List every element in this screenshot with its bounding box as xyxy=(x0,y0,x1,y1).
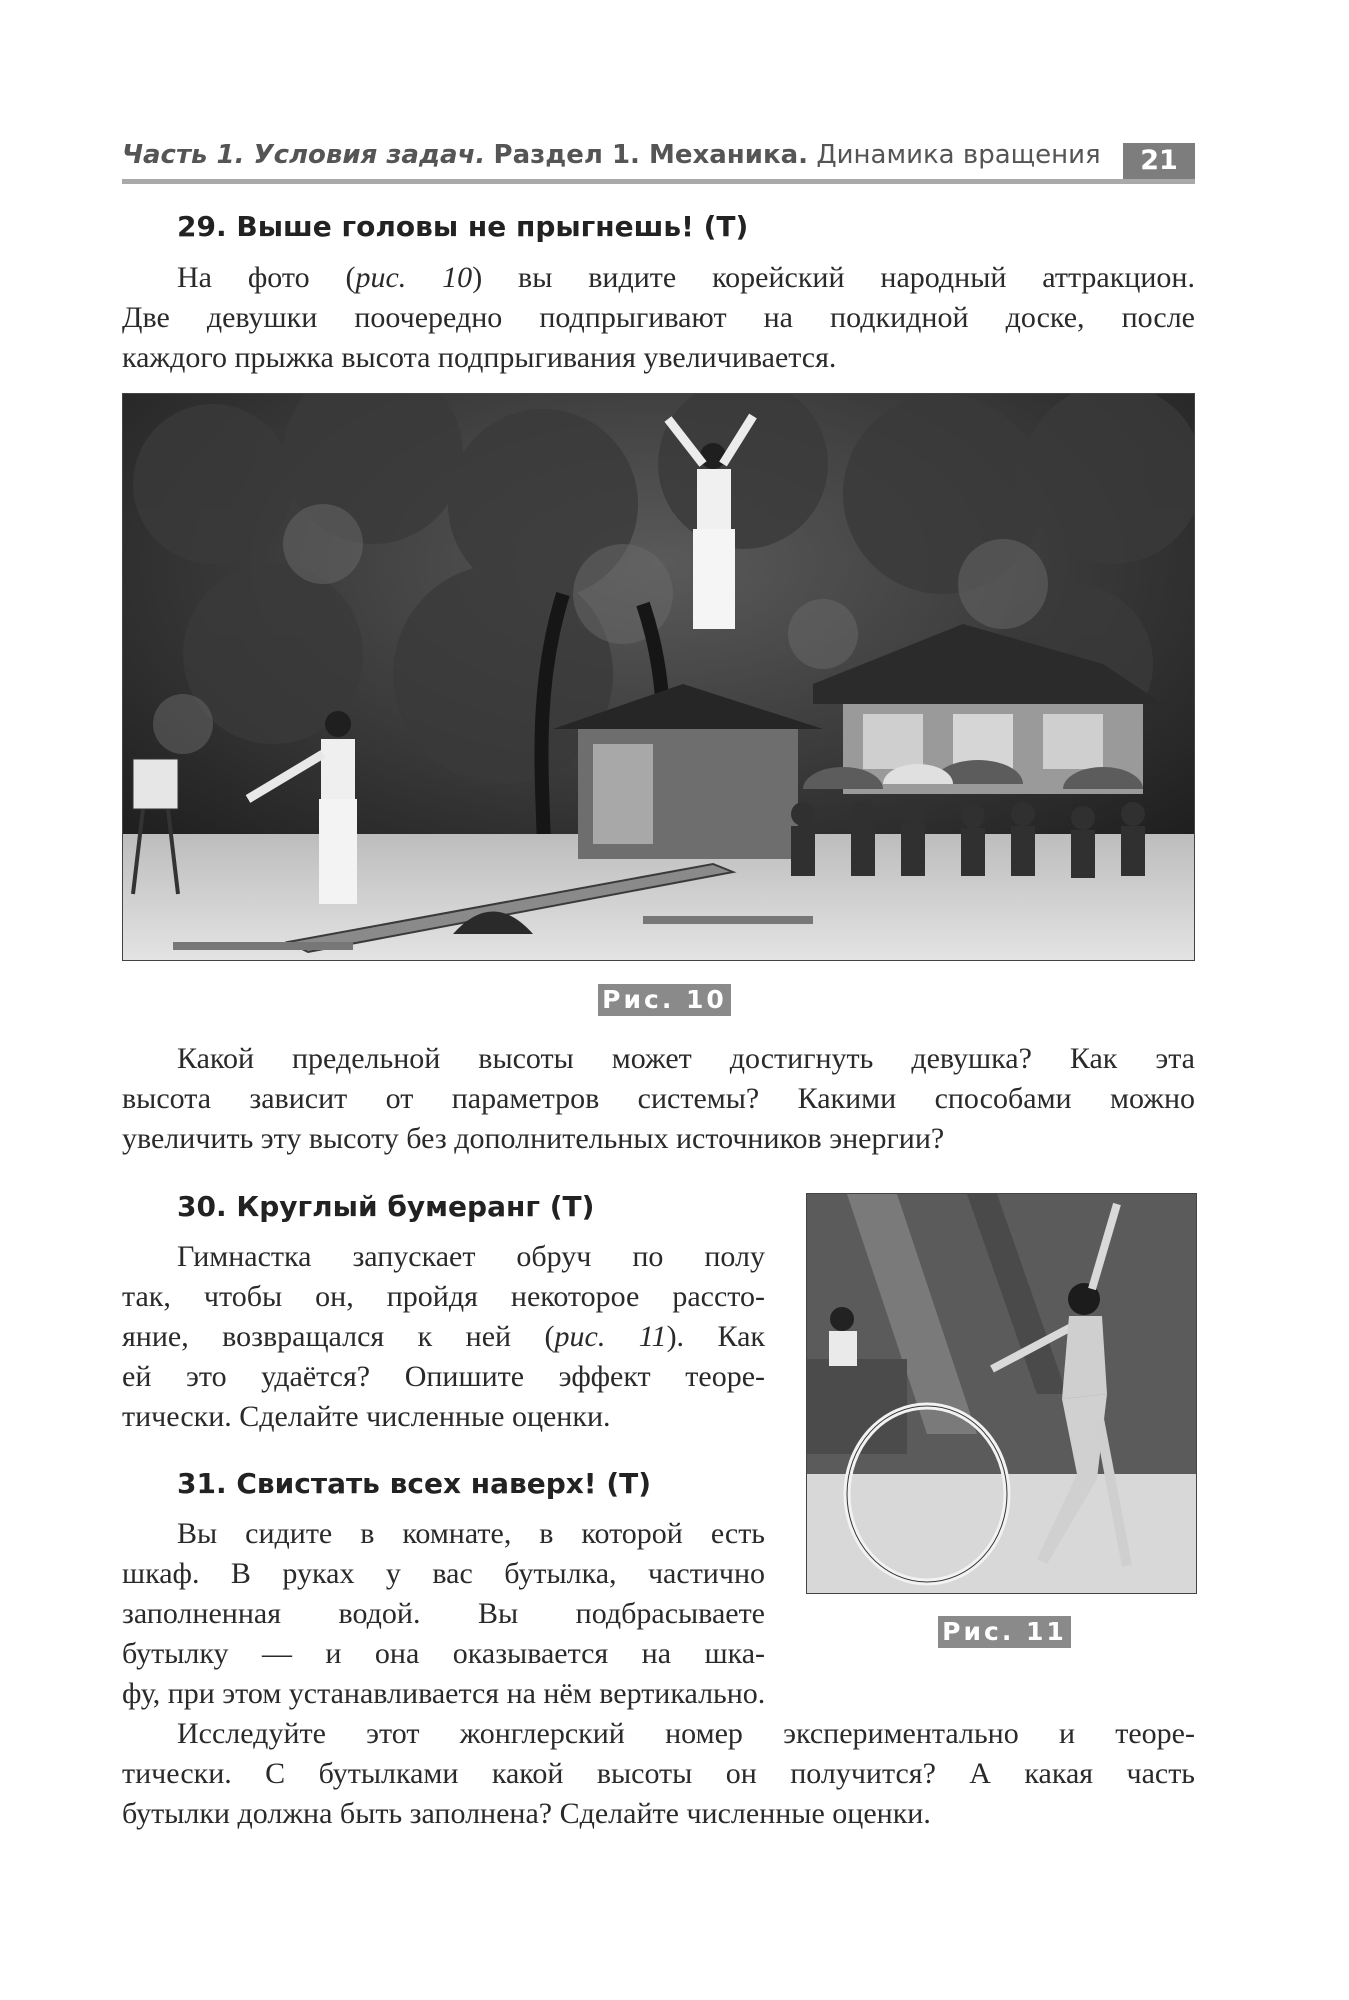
header-text xyxy=(122,140,1101,170)
figure-11-caption: Рис. 11 xyxy=(938,1616,1071,1648)
text-line: яние, возвращался к ней (рис. 11). Как xyxy=(122,1320,765,1353)
text-line: Какой предельной высоты может достигнуть девушка? Как эта xyxy=(177,1042,1195,1075)
problem-31-text xyxy=(122,1514,765,1674)
figure-10-caption: Рис. 10 xyxy=(598,984,731,1016)
text-line: Исследуйте этот жонглерский номер экспериментально и теоре- xyxy=(177,1717,1195,1750)
text-line: На фото (рис. 10) вы видите корейский народный аттракцион. xyxy=(177,261,1195,294)
text-line: фу, при этом устанавливается на нём вертикально. xyxy=(122,1677,766,1710)
text-line: высота зависит от параметров системы? Какими способами можно xyxy=(122,1082,1195,1115)
problem-29-intro xyxy=(122,258,1195,378)
text-line: каждого прыжка высота подпрыгивания увеличивается. xyxy=(122,341,837,374)
seesaw-photo-illustration xyxy=(123,394,1194,960)
problem-29-question xyxy=(122,1039,1195,1159)
text-line: бутылки должна быть заполнена? Сделайте численные оценки. xyxy=(122,1797,931,1830)
header-part: Часть 1. Условия задач. xyxy=(122,140,486,170)
problem-29-title: 29. Выше головы не прыгнешь! (Т) xyxy=(177,210,749,243)
problem-30-title: 30. Круглый бумеранг (Т) xyxy=(177,1190,595,1223)
text-line: Вы сидите в комнате, в которой есть xyxy=(177,1517,765,1550)
figure-11-photo xyxy=(806,1193,1197,1594)
header-section: Раздел 1. Механика. xyxy=(493,140,809,170)
text-line: тически. Сделайте численные оценки. xyxy=(122,1400,611,1433)
page-number: 21 xyxy=(1123,143,1195,179)
header-rule xyxy=(122,179,1195,184)
text-line: увеличить эту высоту без дополнительных источников энергии? xyxy=(122,1122,945,1155)
gymnast-photo-illustration xyxy=(807,1194,1196,1593)
header-topic: Динамика вращения xyxy=(816,140,1101,170)
problem-31-text-continued xyxy=(122,1674,1195,1834)
problem-30-text xyxy=(122,1237,765,1437)
text-line: Две девушки поочередно подпрыгивают на подкидной доске, после xyxy=(122,301,1195,334)
running-header xyxy=(122,138,1195,182)
text-line: шкаф. В руках у вас бутылка, частично xyxy=(122,1557,765,1590)
figure-10-photo xyxy=(122,393,1195,961)
text-line: бутылку — и она оказывается на шка- xyxy=(122,1637,765,1670)
text-line: ей это удаётся? Опишите эффект теоре- xyxy=(122,1360,765,1393)
text-line: тически. С бутылками какой высоты он получится? А какая часть xyxy=(122,1757,1195,1790)
text-line: так, чтобы он, пройдя некоторое рассто- xyxy=(122,1280,765,1313)
text-line: заполненная водой. Вы подбрасываете xyxy=(122,1597,765,1630)
problem-31-title: 31. Свистать всех наверх! (Т) xyxy=(177,1467,652,1500)
text-line: Гимнастка запускает обруч по полу xyxy=(177,1240,765,1273)
